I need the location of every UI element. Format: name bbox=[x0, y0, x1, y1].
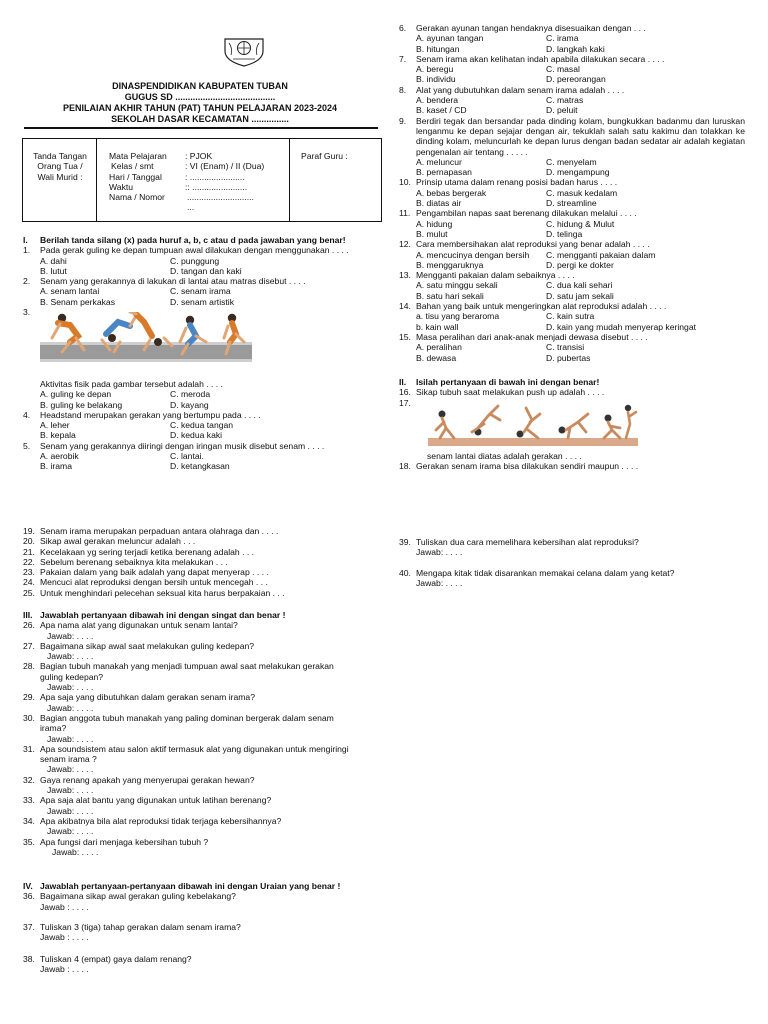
section-4-q38 bbox=[23, 954, 378, 975]
answer-line: Jawab : . . . . bbox=[40, 901, 89, 912]
backward-roll-illustration bbox=[40, 312, 253, 368]
section-1: I. Berilah tanda silang (x) pada huruf a, b, c atau d pada jawaban yang benar! 1. Pada gerak guling ke depan tumpuan awal dilakukan dengan menggunakan . . . . A. dahi C. punggung B. lutut D. tangan dan kaki 2. Senam yang gerakannya di lakukan di lantai atau matras disebut . . . . A. senam lantai C. senam irama B. Senam perkakas D. senam artistik 3. bbox=[23, 235, 378, 307]
options-1: A. dahi C. punggung B. lutut D. tangan dan kaki bbox=[40, 255, 242, 276]
question-26: 26. Apa nama alat yang digunakan untuk senam lantai? bbox=[23, 620, 238, 631]
question-21: 21. Kecelakaan yg sering terjadi ketika berenang adalah . . . bbox=[23, 546, 255, 557]
question-28: 28. Bagian tubuh manakah yang menjadi tumpuan awal saat melakukan gerakan guling kedepan? bbox=[23, 661, 334, 682]
section-1-continued bbox=[23, 379, 378, 472]
question-23: 23. Pakaian dalam yang baik adalah yang dapat menyerap . . . . bbox=[23, 567, 269, 578]
answer-line: Jawab: . . . . bbox=[47, 630, 94, 641]
section-2-heading: II. Isilah pertanyaan di bawah ini dengan benar! bbox=[399, 377, 600, 387]
field-value: : VI (Enam) / II (Dua) bbox=[185, 161, 265, 172]
question-7: 7. Senam irama akan kelihatan indah apabila dilakukan secara . . . . bbox=[399, 53, 665, 64]
header-agency: DINASPENDIDIKAN KABUPATEN TUBAN bbox=[112, 81, 288, 91]
question-13: 13. Mengganti pakaian dalam sebaiknya . . . . bbox=[399, 270, 575, 281]
section-3 bbox=[23, 610, 353, 857]
floor-exercise-illustration bbox=[428, 402, 638, 448]
question-33: 33. Apa saja alat bantu yang digunakan untuk latihan berenang? bbox=[23, 795, 272, 806]
question-4: 4. Headstand merupakan gerakan yang bertumpu pada . . . . bbox=[23, 409, 261, 420]
identity-box bbox=[22, 138, 382, 222]
answer-line: Jawab: . . . . bbox=[47, 651, 94, 662]
question-31: 31. Apa soundsistem atau salon aktif termasuk alat yang digunakan untuk mengiringi senam irama ? bbox=[23, 743, 349, 765]
header-divider bbox=[24, 127, 378, 129]
answer-line: Jawab: . . . . bbox=[47, 682, 94, 693]
options-12: A. mencucinya dengan bersih C. mengganti pakaian dalam B. menggaruknya D. pergi ke dokter bbox=[416, 249, 656, 270]
question-12: 12. Cara membersihakan alat reproduksi yang benar adalah . . . . bbox=[399, 239, 650, 250]
options-9: A. meluncur C. menyelam B. pernapasan D. mengampung bbox=[416, 156, 610, 178]
question-37: 37. Tuliskan 3 (tiga) tahap gerakan dalam senam irama? bbox=[23, 922, 241, 932]
options-6: A. ayunan tangan C. irama B. hitungan D. langkah kaki bbox=[416, 33, 605, 54]
field-label: Waktu bbox=[109, 181, 134, 192]
question-39-block bbox=[399, 537, 745, 558]
question-19: 19. Senam irama merupakan perpaduan antara olahraga dan . . . . bbox=[23, 526, 279, 536]
question-24: 24. Mencuci alat reproduksi dengan bersih untuk mencegah . . . bbox=[23, 577, 268, 588]
header-cluster: GUGUS SD ........................................ bbox=[124, 92, 276, 102]
options-2: A. senam lantai C. senam irama B. Senam perkakas D. senam artistik bbox=[40, 286, 234, 307]
section-4-heading: IV. Jawablah pertanyaan-pertanyaan dibawah ini dengan Uraian yang benar ! bbox=[23, 881, 341, 891]
fill-in-questions bbox=[23, 526, 378, 598]
answer-line: Jawab: . . . . bbox=[47, 785, 94, 796]
question-9: 9. Berdiri tegak dan bersandar pada dinding kolam, bungkukkan badanmu dan luruskan lenganmu ke depan sejajar dengan air, tekuklah salah satu kakimu dan tolakkan ke dinding kolam, meluncurlah ke depan lurus dengan badan sedatar air adalah kegiatan pengenalan air tentang . . . . . bbox=[399, 115, 745, 157]
question-22: 22. Sebelum berenang sebaiknya kita melakukan . . . bbox=[23, 556, 228, 567]
options-13: A. satu minggu sekali C. dua kali sehari B. satu hari sekali D. satu jam sekali bbox=[416, 280, 614, 301]
right-column-questions bbox=[399, 23, 745, 363]
parent-signature-label: Tanda Tangan Orang Tua / Wali Murid : bbox=[33, 151, 87, 182]
question-30: 30. Bagian anggota tubuh manakah yang paling dominan bergerak dalam senam irama? bbox=[23, 712, 334, 734]
field-value: : PJOK bbox=[185, 151, 213, 161]
question-39: 39. Tuliskan dua cara memelihara kebersihan alat reproduksi? bbox=[399, 537, 639, 547]
question-1: 1. Pada gerak guling ke depan tumpuan awal dilakukan dengan menggunakan . . . . bbox=[23, 245, 349, 256]
section-2-continued bbox=[399, 451, 745, 472]
question-2: 2. Senam yang gerakannya di lakukan di lantai atau matras disebut . . . . bbox=[23, 276, 306, 287]
question-35: 35. Apa fungsi dari menjaga kebersihan tubuh ? bbox=[23, 836, 209, 847]
question-3-text: Aktivitas fisik pada gambar tersebut adalah . . . . bbox=[40, 379, 223, 389]
identity-field-labels bbox=[109, 151, 167, 202]
question-8: 8. Alat yang dubutuhkan dalam senam irama adalah . . . . bbox=[399, 84, 625, 95]
answer-line: Jawab: . . . . bbox=[47, 826, 94, 837]
options-7: A. beregu C. masal B. individu D. pereorangan bbox=[416, 64, 606, 85]
options-5: A. aerobik C. lantai. B. irama D. ketangkasan bbox=[40, 451, 230, 472]
question-29: 29. Apa saja yang dibutuhkan dalam gerakan senam irama? bbox=[23, 692, 255, 703]
options-3: A. guling ke depan C. meroda B. guling ke belakang D. kayang bbox=[40, 389, 211, 410]
question-34: 34. Apa akibatnya bila alat reproduksi tidak terjaga kebersihannya? bbox=[23, 815, 282, 826]
section-3-heading: III. Jawablah pertanyaan dibawah ini dengan singat dan benar ! bbox=[23, 610, 286, 620]
field-label: Hari / Tanggal bbox=[109, 171, 162, 182]
question-14: 14. Bahan yang baik untuk mengeringkan alat reproduksi adalah . . . . bbox=[399, 301, 667, 312]
question-17-caption: senam lantai diatas adalah gerakan . . . . bbox=[427, 451, 582, 461]
options-4: A. leher C. kedua tangan B. kepala D. kedua kaki bbox=[40, 420, 234, 441]
answer-line: Jawab: . . . . bbox=[416, 578, 463, 589]
field-label: Kelas / smt bbox=[111, 161, 154, 172]
question-18: 18. Gerakan senam irama bisa dilakukan sendiri maupun . . . . bbox=[399, 461, 639, 472]
section-1-heading: I. Berilah tanda silang (x) pada huruf a, b, c atau d pada jawaban yang benar! bbox=[23, 235, 346, 245]
question-40-block bbox=[399, 568, 745, 589]
section-2: II. Isilah pertanyaan di bawah ini dengan benar! 16. Sikap tubuh saat melakukan push up adalah . . . . 17. bbox=[399, 377, 745, 398]
question-11: 11. Pengambilan napas saat berenang dilakukan melalui . . . . bbox=[399, 208, 637, 219]
question-5: 5. Senam yang gerakannya diiringi dengan iringan musik disebut senam . . . . bbox=[23, 440, 325, 451]
question-6: 6. Gerakan ayunan tangan hendaknya disesuaikan dengan . . . bbox=[399, 23, 646, 33]
answer-line: Jawab: . . . . bbox=[416, 547, 463, 558]
header-school: SEKOLAH DASAR KECAMATAN ............... bbox=[111, 114, 289, 124]
options-15: A. peralihan C. transisi B. dewasa D. pubertas bbox=[416, 342, 591, 363]
answer-line: Jawab : . . . . bbox=[40, 964, 89, 975]
section-4-q37 bbox=[23, 922, 378, 943]
answer-line: Jawab: . . . . bbox=[52, 846, 99, 857]
field-label: Mata Pelajaran bbox=[109, 151, 167, 161]
field-value: :: ....................... bbox=[185, 181, 248, 192]
answer-line: Jawab: . . . . bbox=[47, 764, 94, 775]
section-4 bbox=[23, 881, 378, 912]
answer-line: Jawab: . . . . bbox=[47, 805, 94, 816]
teacher-signature-label: Paraf Guru : bbox=[301, 151, 348, 161]
question-15: 15. Masa peralihan dari anak-anak menjadi dewasa disebut . . . . bbox=[399, 331, 648, 342]
options-11: A. hidung C. hidung & Mulut B. mulut D. telinga bbox=[416, 218, 615, 239]
field-value: : ....................... bbox=[185, 171, 245, 182]
question-16: 16. Sikap tubuh saat melakukan push up adalah . . . . bbox=[399, 387, 605, 398]
question-25: 25. Untuk menghindari pelecehan seksual kita harus berpakaian . . . bbox=[23, 587, 285, 598]
answer-line: Jawab: . . . . bbox=[47, 702, 94, 713]
options-10: A. bebas bergerak C. masuk kedalam B. diatas air D. streamline bbox=[416, 187, 618, 209]
tut-wuri-handayani-logo bbox=[221, 35, 267, 67]
options-8: A. bendera C. matras B. kaset / CD D. peluit bbox=[416, 95, 584, 116]
field-label: Nama / Nomor bbox=[109, 192, 165, 203]
question-20: 20. Sikap awal gerakan meluncur adalah . . . bbox=[23, 536, 196, 547]
field-value: ... bbox=[187, 202, 195, 213]
identity-field-values bbox=[185, 151, 264, 213]
question-32: 32. Gaya renang apakah yang menyerupai gerakan hewan? bbox=[23, 774, 255, 785]
question-38: 38. Tuliskan 4 (empat) gaya dalam renang? bbox=[23, 954, 192, 964]
question-40: 40. Mengapa kitak tidak disarankan memakai celana dalam yang ketat? bbox=[399, 568, 675, 578]
question-10: 10. Prinsip utama dalam renang posisi badan harus . . . . bbox=[399, 177, 618, 188]
header-exam-title: PENILAIAN AKHIR TAHUN (PAT) TAHUN PELAJARAN 2023-2024 bbox=[62, 103, 338, 113]
question-36: 36. Bagaimana sikap awal gerakan guling kebelakang? bbox=[23, 891, 236, 902]
field-value: ............................ bbox=[187, 192, 254, 203]
options-14: a. tisu yang beraroma C. kain sutra b. kain wall D. kain yang mudah menyerap keringat bbox=[416, 311, 696, 332]
answer-line: Jawab: . . . . bbox=[47, 733, 94, 744]
answer-line: Jawab : . . . . bbox=[40, 932, 89, 943]
question-27: 27. Bagaimana sikap awal saat melakukan guling kedepan? bbox=[23, 640, 255, 651]
